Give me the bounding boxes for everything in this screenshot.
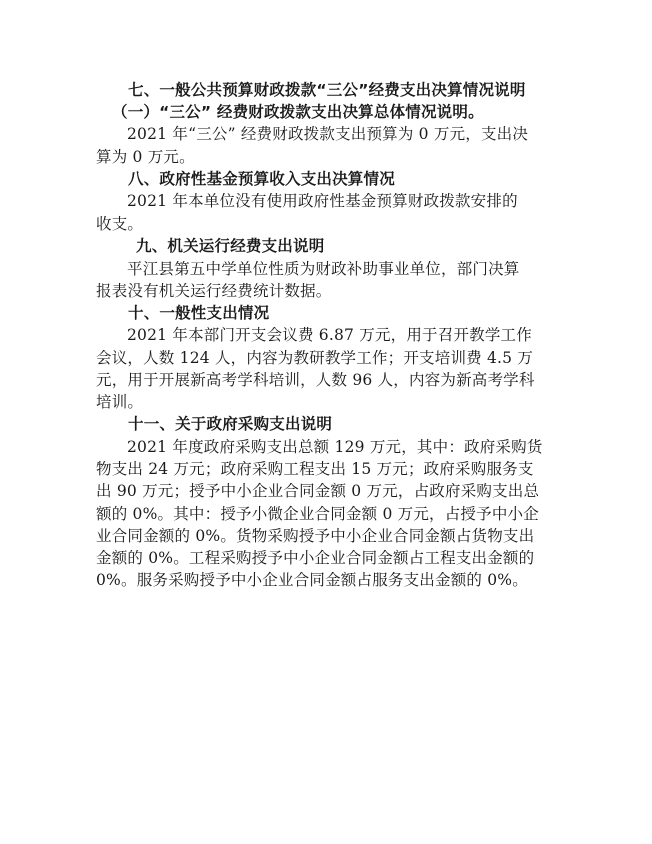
section-11-line-5: 业合同金额的 0%。货物采购授予中小企业合同金额占货物支出 (96, 527, 535, 545)
section-11-line-2: 物支出 24 万元；政府采购工程支出 15 万元；政府采购服务支 (96, 460, 534, 478)
section-11-line-1: 2021 年度政府采购支出总额 129 万元，其中：政府采购货 (127, 438, 543, 456)
section-10-line-4: 培训。 (96, 393, 144, 411)
section-11-line-6: 金额的 0%。工程采购授予中小企业合同金额占工程支出金额的 (96, 549, 535, 567)
section-8-line-2: 收支。 (96, 215, 144, 233)
section-10-line-2: 会议，人数 124 人，内容为教研教学工作；开支培训费 4.5 万 (96, 349, 534, 367)
section-7-heading: 七、一般公共预算财政拨款“三公”经费支出决算情况说明 (128, 81, 526, 99)
section-9-heading: 九、机关运行经费支出说明 (136, 237, 325, 255)
section-11-line-4: 额的 0%。其中：授予小微企业合同金额 0 万元，占授予中小企 (96, 505, 539, 523)
section-10-line-3: 元，用于开展新高考学科培训，人数 96 人，内容为新高考学科 (96, 371, 535, 389)
section-7-subheading: （一）“三公” 经费财政拨款支出决算总体情况说明。 (112, 103, 484, 121)
section-8-line-1: 2021 年本单位没有使用政府性基金预算财政拨款安排的 (127, 192, 518, 210)
section-8-heading: 八、政府性基金预算收入支出决算情况 (128, 170, 395, 188)
section-11-heading: 十一、关于政府采购支出说明 (128, 415, 333, 433)
section-7-line-2: 算为 0 万元。 (96, 148, 195, 166)
section-9-line-2: 报表没有机关运行经费统计数据。 (96, 282, 332, 300)
section-11-line-3: 出 90 万元；授予中小企业合同金额 0 万元，占政府采购支出总 (96, 482, 540, 500)
section-10-heading: 十、一般性支出情况 (128, 304, 270, 322)
section-10-line-1: 2021 年本部门开支会议费 6.87 万元，用于召开教学工作 (127, 326, 532, 344)
section-7-line-1: 2021 年“三公” 经费财政拨款支出预算为 0 万元，支出决 (127, 125, 529, 143)
section-11-line-7: 0%。服务采购授予中小企业合同金额占服务支出金额的 0%。 (96, 571, 528, 589)
section-9-line-1: 平江县第五中学单位性质为财政补助事业单位，部门决算 (127, 260, 520, 278)
